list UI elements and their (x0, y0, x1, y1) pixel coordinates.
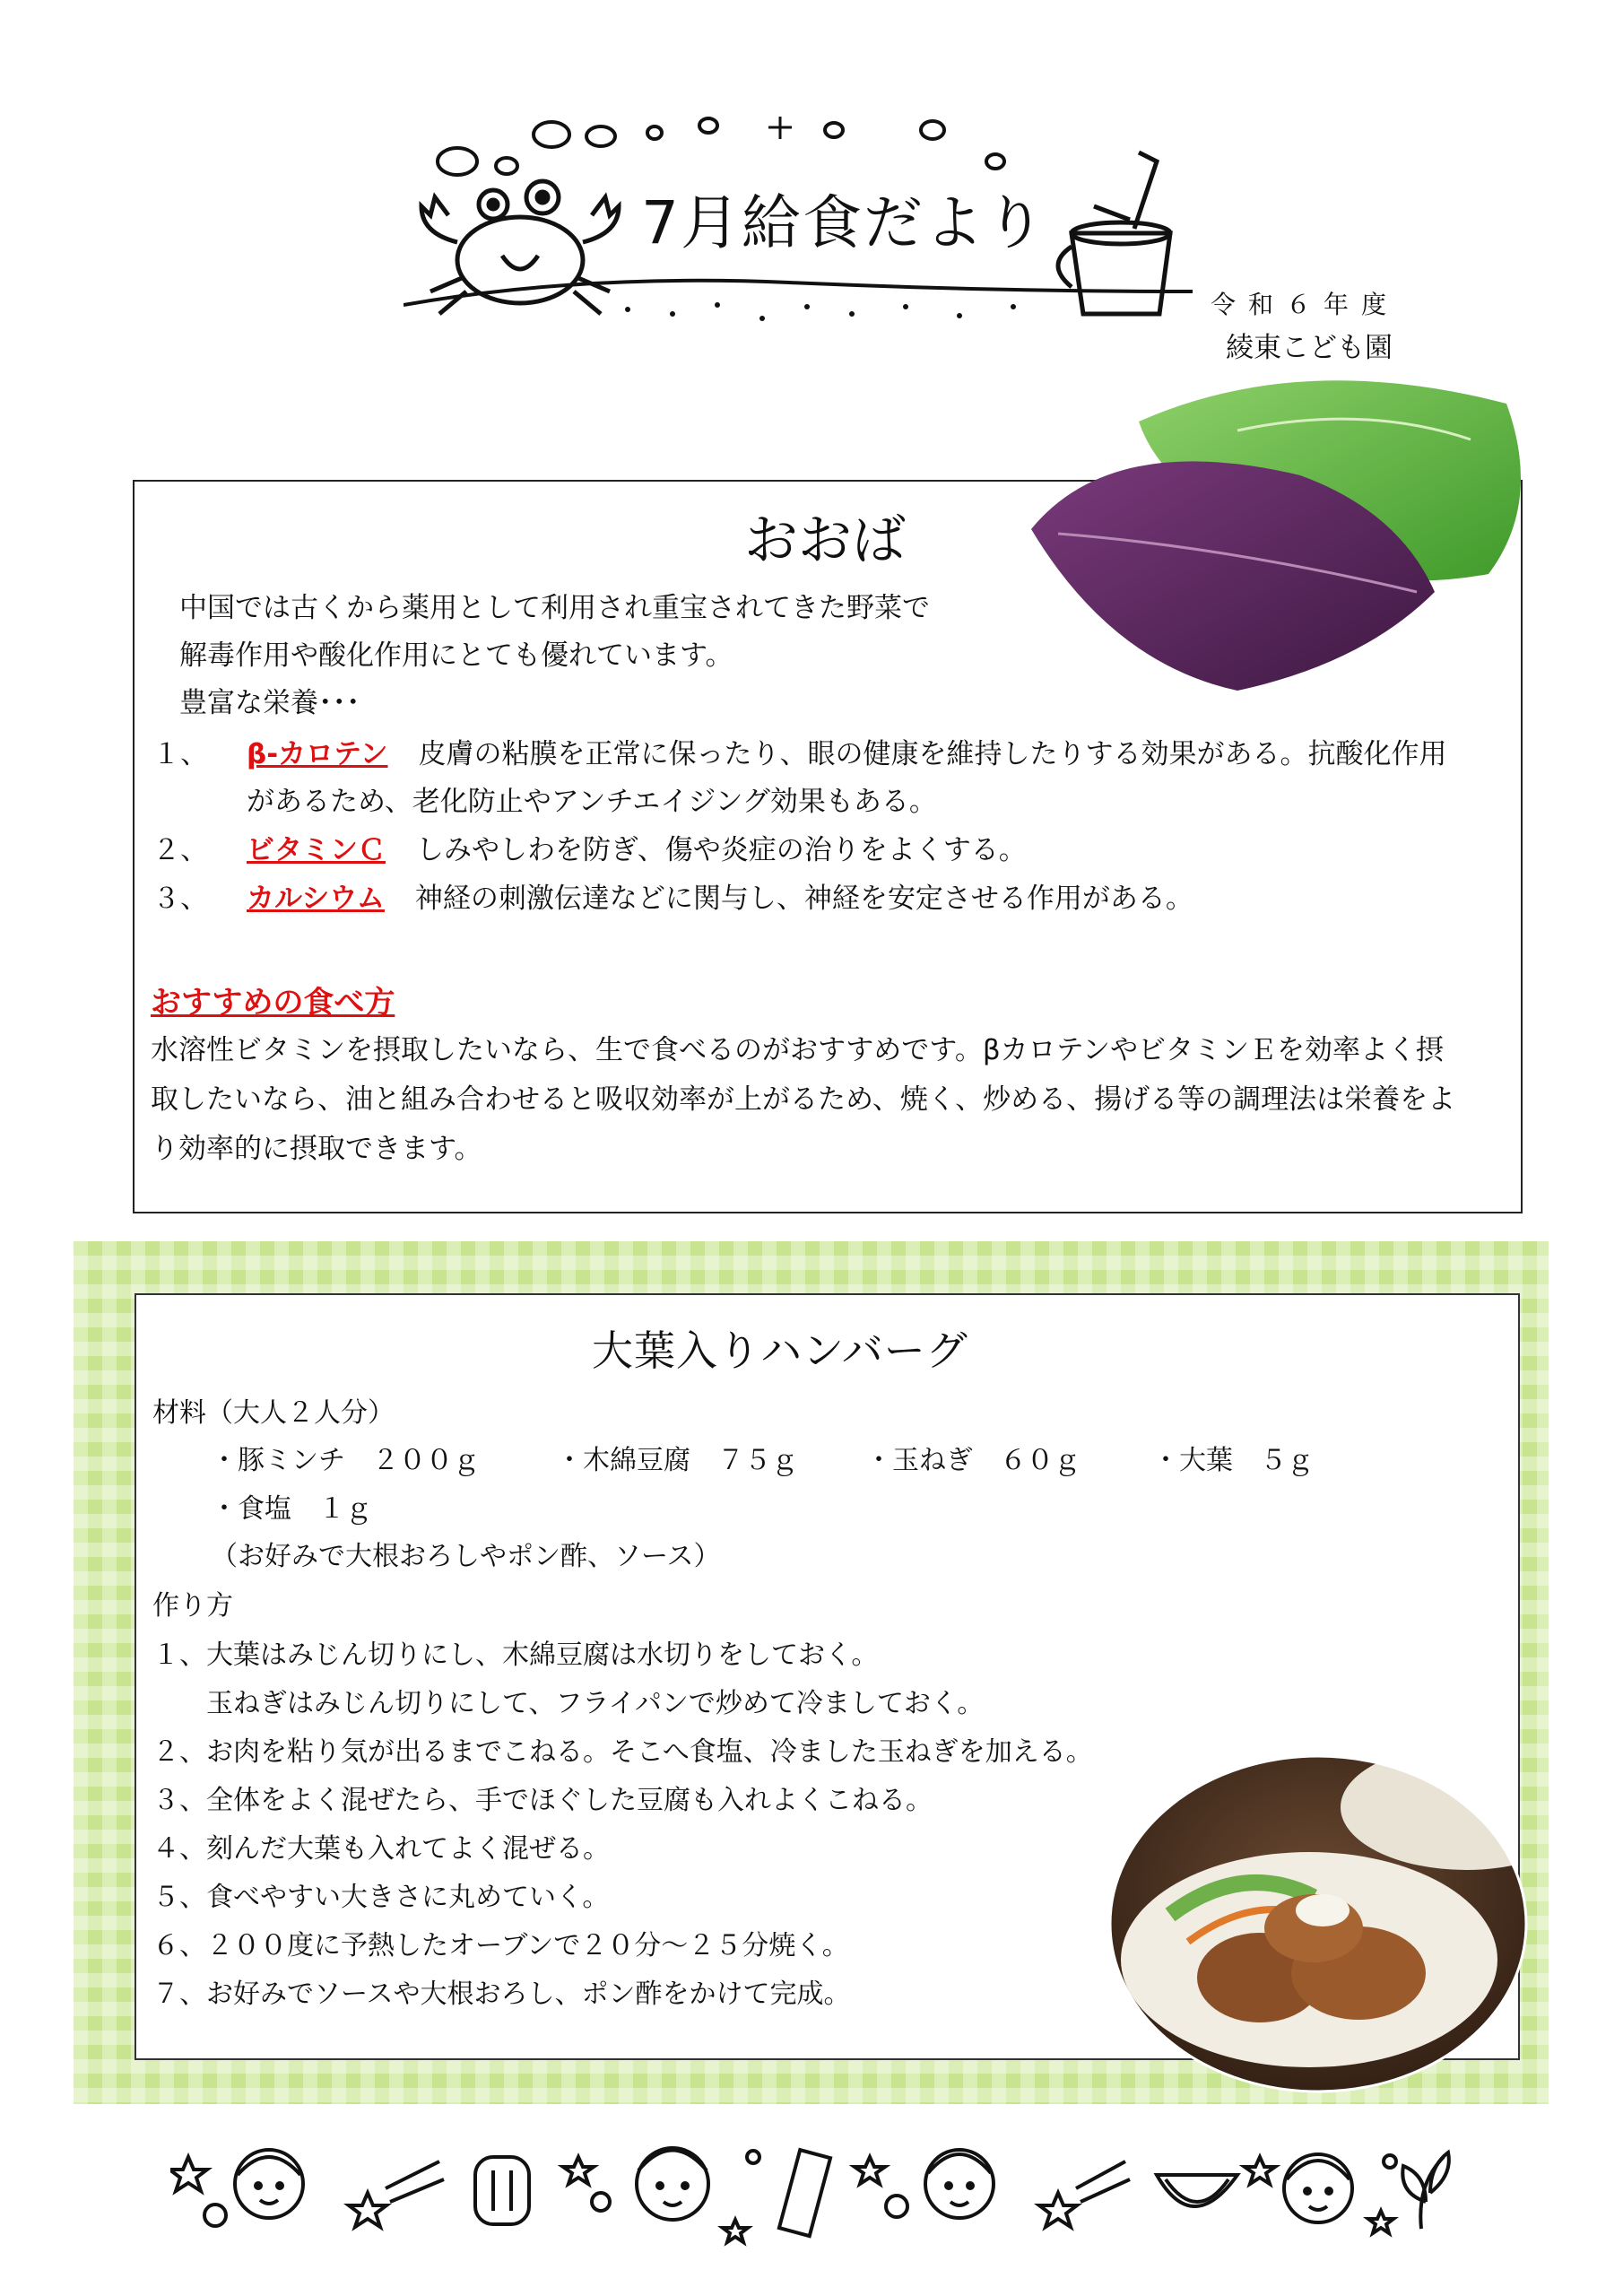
nutrient-item (152, 731, 1447, 771)
nutrient-name: ビタミンＣ (247, 834, 386, 866)
page-title: 7月給食だより (641, 188, 1046, 257)
ingredient-item: ・食塩 １ｇ (211, 1493, 372, 1525)
method-step: １、大葉はみじん切りにし、木綿豆腐は水切りをしておく。 (152, 1639, 879, 1671)
nutrient-item (152, 875, 1193, 916)
nutrient-number: ３、 (152, 883, 208, 915)
recommend-line: り効率的に摂取できます。 (151, 1133, 482, 1165)
method-step: ４、刻んだ大葉も入れてよく混ぜる。 (152, 1833, 610, 1865)
shooting-star-icon (1039, 2161, 1130, 2227)
lantern-icon (475, 2157, 529, 2224)
hamburg-dish-photo (1107, 1753, 1529, 2094)
method-step: ２、お肉を粘り気が出るまでこねる。そこへ食塩、冷ました玉ねぎを加える。 (152, 1736, 1093, 1768)
method-step: ５、食べやすい大きさに丸めていく。 (152, 1882, 610, 1913)
method-step: ３、全体をよく混ぜたら、手でほぐした豆腐も入れよくこねる。 (152, 1785, 933, 1816)
star-icon (1368, 2211, 1393, 2233)
nutrient-item (152, 827, 1027, 867)
ingredient-item: ・大葉 ５ｇ (1152, 1445, 1314, 1476)
tanzaku-icon (779, 2150, 830, 2236)
method-step: ７、お好みでソースや大根おろし、ポン酢をかけて完成。 (152, 1979, 851, 2010)
nutrient-number: ２、 (152, 834, 208, 866)
recipe-title: 大葉入りハンバーグ (592, 1326, 968, 1375)
recommend-line: 取したいなら、油と組み合わせると吸収効率が上がるため、焼く、炒める、揚げる等の調理法は栄養をよ (151, 1083, 1456, 1116)
star-icon (723, 2220, 748, 2242)
girl-face-icon (235, 2150, 303, 2218)
oba-title: おおば (744, 509, 906, 572)
ingredient-item: ・木綿豆腐 ７５ｇ (556, 1445, 798, 1476)
nutrient-desc-cont: があるため、老化防止やアンチエイジング効果もある。 (247, 786, 937, 818)
footer-decoration (170, 2130, 1453, 2247)
star-icon (170, 2157, 207, 2191)
ingredients-label: 材料（大人２人分） (152, 1397, 395, 1429)
star-icon (563, 2157, 594, 2184)
fiscal-year: 令和６年度 (1210, 290, 1399, 319)
nutrient-number: １、 (152, 738, 208, 770)
intro-line: 豊富な栄養･･･ (179, 687, 360, 719)
nutrient-name: β-カロテン (247, 738, 388, 770)
girl-face-icon (637, 2148, 708, 2220)
nutrient-name: カルシウム (247, 883, 385, 915)
girl-face-icon (1284, 2154, 1352, 2222)
method-step: 玉ねぎはみじん切りにして、フライパンで炒めて冷ましておく。 (152, 1688, 985, 1719)
nutrient-desc: 皮膚の粘膜を正常に保ったり、眼の健康を維持したりする効果がある。抗酸化作用 (418, 738, 1447, 770)
ingredient-item: ・豚ミンチ ２００ｇ (211, 1445, 480, 1476)
star-icon (1245, 2157, 1275, 2184)
shooting-star-icon (349, 2161, 444, 2227)
watermelon-icon (1157, 2175, 1237, 2206)
star-icon (855, 2157, 885, 2184)
nutrient-desc: しみやしわを防ぎ、傷や炎症の治りをよくする。 (416, 834, 1027, 866)
school-name: 綾東こども園 (1226, 332, 1393, 364)
intro-line: 解毒作用や酸化作用にとても優れています。 (179, 639, 733, 672)
recommend-line: 水溶性ビタミンを摂取したいなら、生で食べるのがおすすめです。βカロテンやビタミンＥを効率よく摂 (151, 1034, 1445, 1066)
method-label: 作り方 (152, 1590, 233, 1622)
leaf-icon (1402, 2152, 1449, 2229)
ingredient-item: ・玉ねぎ ６０ｇ (865, 1445, 1081, 1476)
nutrient-desc: 神経の刺激伝達などに関与し、神経を安定させる作用がある。 (414, 883, 1193, 915)
intro-line: 中国では古くから薬用として利用され重宝されてきた野菜で (179, 592, 930, 624)
ingredients-optional: （お好みで大根おろしやポン酢、ソース） (211, 1541, 721, 1572)
method-step: ６、２００度に予熱したオーブンで２０分～２５分焼く。 (152, 1930, 849, 1961)
girl-face-icon (925, 2150, 994, 2218)
crab-icon (421, 181, 619, 314)
recommend-heading: おすすめの食べ方 (151, 985, 395, 1021)
shiso-leaves-image (1004, 368, 1542, 709)
